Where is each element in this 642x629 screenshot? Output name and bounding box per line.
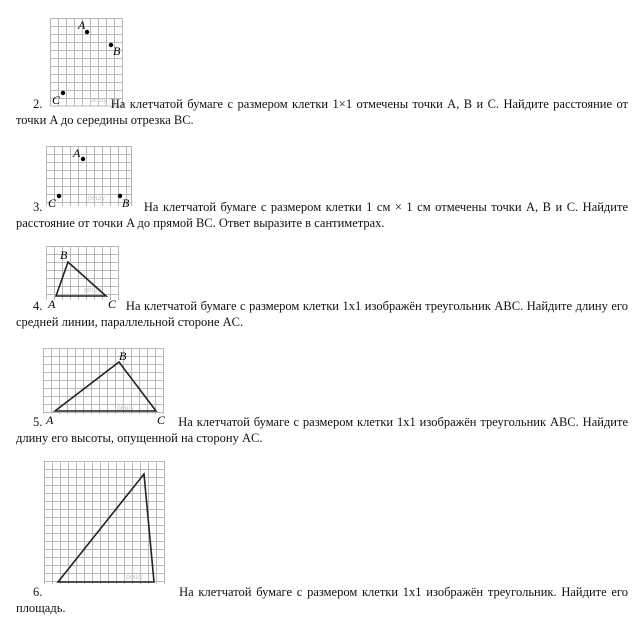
problem-2-figure bbox=[50, 18, 126, 108]
point-c bbox=[57, 194, 61, 198]
label-b: B bbox=[122, 196, 130, 208]
point-a bbox=[85, 30, 89, 34]
watermark: решу bbox=[84, 287, 101, 294]
label-b: B bbox=[60, 248, 68, 262]
problem-6-text: 6. На клетчатой бумаге с размером клетки 1x1 изображён треугольник. Найдите его площадь. bbox=[16, 585, 628, 615]
watermark: решу bbox=[126, 574, 143, 581]
problem-number: 3 bbox=[33, 200, 40, 214]
label-c: C bbox=[157, 413, 166, 427]
label-a: A bbox=[78, 18, 86, 32]
label-b: B bbox=[119, 349, 127, 363]
problem-6-figure bbox=[44, 461, 170, 587]
problem-number: 5 bbox=[33, 415, 40, 429]
problem-2-text: 2. На клетчатой бумаге с размером клетки 1×1 отмечены точки A, B и C. Найдите расстояние от точки A до середины отрезка BC. bbox=[16, 97, 628, 127]
problem-4-text: 4. На клетчатой бумаге с размером клетки 1x1 изображён треугольник ABC. Найдите длину его средней линии, параллельной стороне AC. bbox=[16, 299, 628, 329]
watermark: решу bbox=[117, 405, 134, 412]
label-a: A bbox=[73, 146, 81, 160]
problem-statement: На клетчатой бумаге с размером клетки 1x1 изображён треугольник ABC. Найдите длину его высоты, опущенной на сторону AC. bbox=[16, 415, 629, 445]
problem-statement: На клетчатой бумаге с размером клетки 1 см × 1 см отмечены точки A, B и C. Найдите расстояние от точки A до прямой BC. Ответ выразите в сантиметрах. bbox=[16, 200, 628, 230]
label-c: C bbox=[52, 93, 61, 107]
problem-3-text: 3. На клетчатой бумаге с размером клетки 1 см × 1 см отмечены точки A, B и C. Найдите расстояние от точки A до прямой BC. Ответ выразите в сантиметрах. bbox=[16, 200, 628, 230]
label-a: A bbox=[46, 413, 54, 427]
point-a bbox=[81, 157, 85, 161]
label-c: C bbox=[48, 196, 57, 208]
label-b: B bbox=[113, 44, 121, 58]
problem-statement: На клетчатой бумаге с размером клетки 1×1 отмечены точки A, B и C. Найдите расстояние от точки A до середины отрезка BC. bbox=[16, 97, 628, 127]
label-a: A bbox=[48, 297, 56, 311]
problem-number: 6 bbox=[33, 585, 40, 599]
watermark: решу bbox=[88, 195, 105, 202]
label-c: C bbox=[108, 297, 117, 311]
problem-number: 2 bbox=[33, 97, 40, 111]
triangle-abc bbox=[55, 362, 156, 411]
watermark: решу bbox=[90, 97, 107, 104]
problem-statement: На клетчатой бумаге с размером клетки 1x1 изображён треугольник. Найдите его площадь. bbox=[16, 585, 628, 615]
point-c bbox=[61, 91, 65, 95]
grid bbox=[43, 348, 164, 414]
problem-statement: На клетчатой бумаге с размером клетки 1x1 изображён треугольник ABC. Найдите длину его средней линии, параллельной стороне AC. bbox=[16, 299, 628, 329]
problem-5-text: 5. На клетчатой бумаге с размером клетки 1x1 изображён треугольник ABC. Найдите длину его высоты, опущенной на сторону AC. bbox=[16, 415, 629, 445]
problem-number: 4 bbox=[33, 299, 40, 313]
